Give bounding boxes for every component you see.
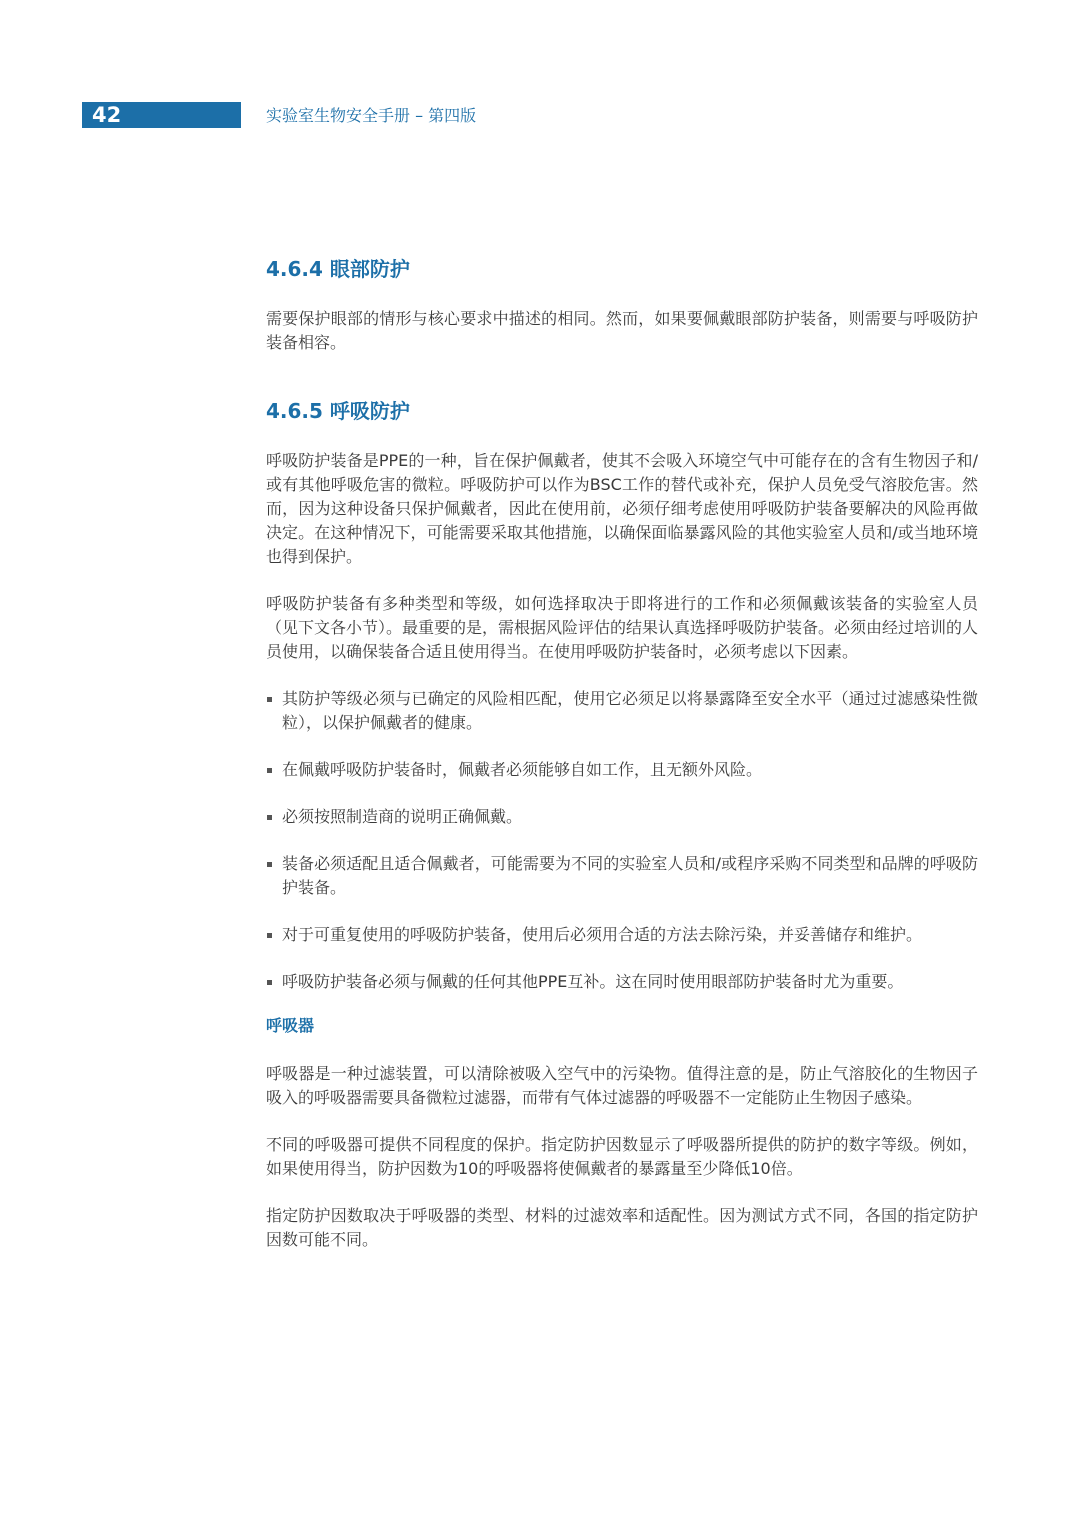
running-title: 实验室生物安全手册 – 第四版: [266, 106, 477, 125]
section-heading-respiratory-protection: 4.6.5 呼吸防护: [266, 399, 410, 423]
list-item-text: 呼吸防护装备必须与佩戴的任何其他PPE互补。这在同时使用眼部防护装备时尤为重要。: [282, 972, 904, 991]
bullet-marker: [267, 980, 272, 985]
list-item-text: 必须按照制造商的说明正确佩戴。: [282, 807, 523, 826]
page-number-bar: [82, 102, 241, 128]
page-number: 42: [92, 103, 122, 127]
section-heading-eye-protection: 4.6.4 眼部防护: [266, 257, 410, 281]
bullet-marker: [267, 933, 272, 938]
list-item: [266, 970, 978, 994]
page-content: [266, 255, 978, 1252]
paragraph: 指定防护因数取决于呼吸器的类型、材料的过滤效率和适配性。因为测试方式不同，各国的指定防护因数可能不同。: [266, 1206, 978, 1249]
subheading-respirator: 呼吸器: [266, 1016, 315, 1035]
paragraph: 呼吸防护装备有多种类型和等级，如何选择取决于即将进行的工作和必须佩戴该装备的实验室人员（见下文各小节）。最重要的是，需根据风险评估的结果认真选择呼吸防护装备。必须由经过培训的人员使用，以确保装备合适且使用得当。在使用呼吸防护装备时，必须考虑以下因素。: [266, 594, 979, 661]
bullet-list: [266, 687, 978, 994]
list-item-text: 装备必须适配且适合佩戴者，可能需要为不同的实验室人员和/或程序采购不同类型和品牌的呼吸防护装备。: [282, 854, 978, 897]
paragraph: 需要保护眼部的情形与核心要求中描述的相同。然而，如果要佩戴眼部防护装备，则需要与呼吸防护装备相容。: [266, 309, 978, 352]
bullet-marker: [267, 768, 272, 773]
bullet-marker: [267, 862, 272, 867]
list-item: [266, 923, 978, 947]
list-item: [266, 687, 978, 735]
list-item-text: 在佩戴呼吸防护装备时，佩戴者必须能够自如工作，且无额外风险。: [282, 760, 763, 779]
list-item: [266, 758, 978, 782]
list-item-text: 其防护等级必须与已确定的风险相匹配，使用它必须足以将暴露降至安全水平（通过过滤感染性微粒），以保护佩戴者的健康。: [282, 689, 978, 732]
paragraph: 不同的呼吸器可提供不同程度的保护。指定防护因数显示了呼吸器所提供的防护的数字等级。例如，如果使用得当，防护因数为10的呼吸器将使佩戴者的暴露量至少降低10倍。: [266, 1135, 978, 1178]
bullet-marker: [267, 815, 272, 820]
list-item-text: 对于可重复使用的呼吸防护装备，使用后必须用合适的方法去除污染，并妥善储存和维护。: [282, 925, 923, 944]
list-item: [266, 805, 978, 829]
bullet-marker: [267, 697, 272, 702]
paragraph: 呼吸防护装备是PPE的一种，旨在保护佩戴者，使其不会吸入环境空气中可能存在的含有生物因子和/或有其他呼吸危害的微粒。呼吸防护可以作为BSC工作的替代或补充，保护人员免受气溶胶危害。然而，因为这种设备只保护佩戴者，因此在使用前，必须仔细考虑使用呼吸防护装备要解决的风险再做决定。在这种情况下，可能需要采取其他措施，以确保面临暴露风险的其他实验室人员和/或当地环境也得到保护。: [266, 451, 978, 566]
list-item: [266, 852, 978, 900]
paragraph: 呼吸器是一种过滤装置，可以清除被吸入空气中的污染物。值得注意的是，防止气溶胶化的生物因子吸入的呼吸器需要具备微粒过滤器，而带有气体过滤器的呼吸器不一定能防止生物因子感染。: [266, 1064, 978, 1107]
